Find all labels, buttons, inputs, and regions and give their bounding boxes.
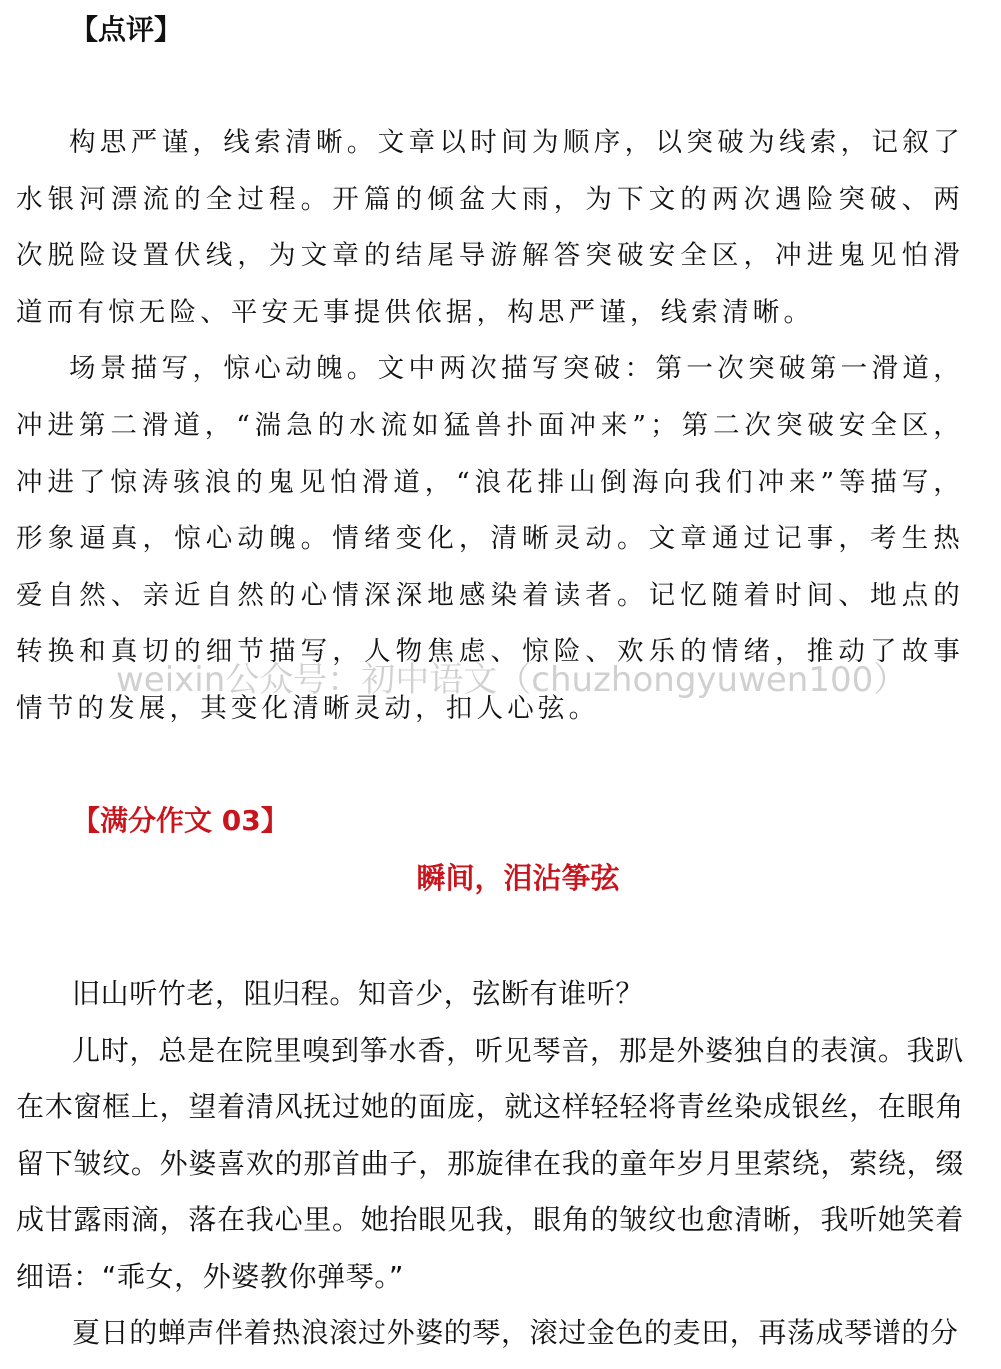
essay-paragraph-3: 夏日的蝉声伴着热浪滚过外婆的琴，滚过金色的麦田，再荡成琴谱的分: [72, 1316, 959, 1349]
review-heading: 【点评】: [70, 13, 183, 46]
essay-title: 瞬间，泪沾筝弦: [416, 861, 620, 895]
essay-paragraph-2: 儿时，总是在院里嗅到筝水香，听见琴音，那是外婆独自的表演。我趴在木窗框上，望着清风抚过她的面庞，就这样轻轻将青丝染成银丝，在眼角留下皱纹。外婆喜欢的那首曲子，那旋律在我的童年岁月里萦绕，萦绕，缀成甘露雨滴，落在我心里。她抬眼见我，眼角的皱纹也愈清晰，我听她笑着细语：“乖女，外婆教你弹琴。”: [16, 1033, 964, 1293]
review-paragraph-1: 构思严谨，线索清晰。文章以时间为顺序，以突破为线索，记叙了水银河漂流的全过程。开篇的倾盆大雨，为下文的两次遇险突破、两次脱险设置伏线，为文章的结尾导游解答突破安全区，冲进鬼见怕滑道而有惊无险、平安无事提供依据，构思严谨，线索清晰。: [16, 127, 964, 328]
review-paragraph-2: 场景描写，惊心动魄。文中两次描写突破：第一次突破第一滑道，冲进第二滑道，“湍急的水流如猛兽扑面冲来”；第二次突破安全区，冲进了惊涛骇浪的鬼见怕滑道，“浪花排山倒海向我们冲来”等描写，形象逼真，惊心动魄。情绪变化，清晰灵动。文章通过记事，考生热爱自然、亲近自然的心情深深地感染着读者。记忆随着时间、地点的转换和真切的细节描写，人物焦虑、惊险、欢乐的情绪，推动了故事情节的发展，其变化清晰灵动，扣人心弦。: [16, 353, 964, 724]
essay-body: [16, 966, 964, 1362]
essay-paragraph-1: 旧山听竹老，阻归程。知音少，弦断有谁听？: [72, 977, 645, 1010]
essay-label: 【满分作文 03】: [72, 804, 289, 837]
review-body: [16, 115, 964, 738]
watermark-text: weixin公众号：初中语文（chuzhongyuwen100）: [116, 660, 908, 700]
